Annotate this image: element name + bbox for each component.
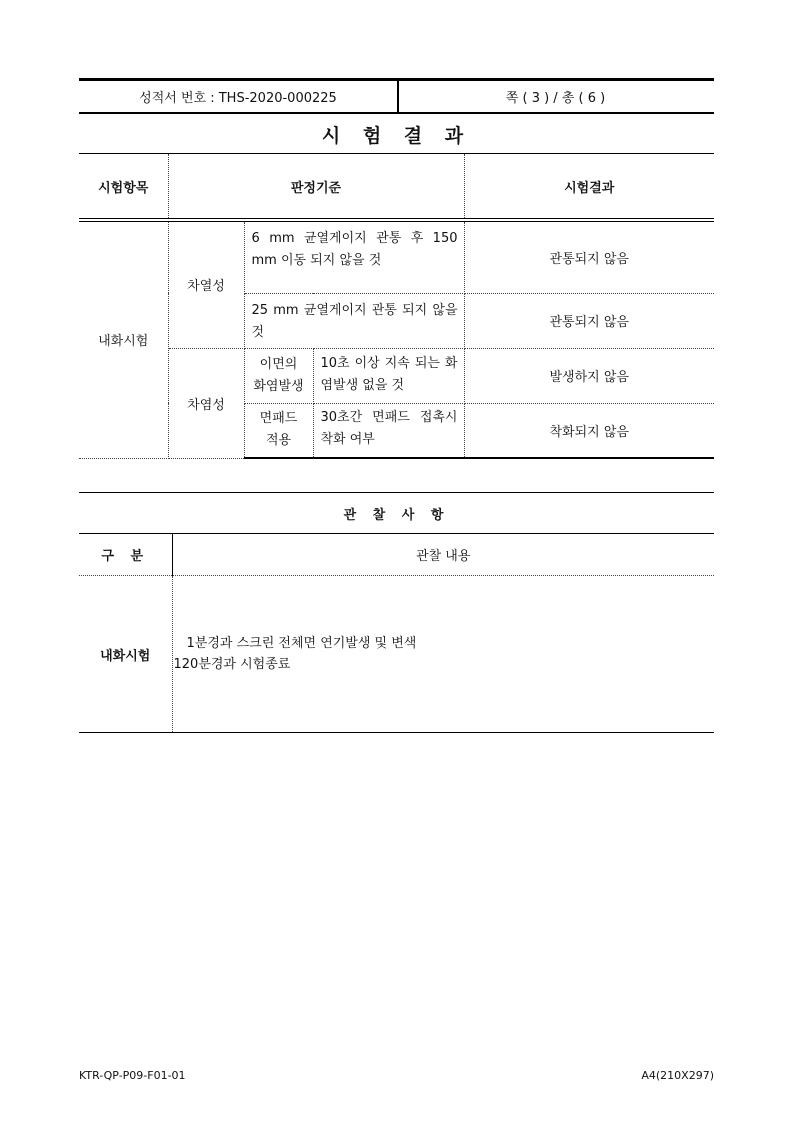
sub-criterion-cell: 이면의 화염발생 [244, 348, 313, 403]
table-row [79, 576, 714, 733]
form-code: KTR-QP-P09-F01-01 [79, 1069, 186, 1082]
criterion-cell: 30초간 면패드 접촉시 착화 여부 [313, 403, 464, 458]
paper-size: A4(210X297) [641, 1069, 714, 1082]
results-header-row [79, 154, 714, 220]
observation-line: 120분경과 시험종료 [173, 657, 291, 672]
header-result: 시험결과 [464, 154, 714, 220]
observation-content [172, 576, 714, 733]
result-cell: 발생하지 않음 [464, 348, 714, 403]
sub-criterion-cell: 면패드 적용 [244, 403, 313, 458]
observation-line: 1분경과 스크린 전체면 연기발생 및 변색 [173, 636, 417, 651]
group-heat-insulation: 차열성 [168, 220, 244, 348]
header-test-item: 시험항목 [79, 154, 168, 220]
criterion-cell: 10초 이상 지속 되는 화염발생 없을 것 [313, 348, 464, 403]
observations-table [79, 534, 714, 733]
criterion-cell: 6 mm 균열게이지 관통 후 150 mm 이동 되지 않을 것 [244, 220, 464, 293]
report-header [79, 78, 714, 114]
page-title: 시 험 결 과 [79, 116, 714, 154]
criterion-cell: 25 mm 균열게이지 관통 되지 않을 것 [244, 293, 464, 348]
group-flame-integrity: 차염성 [168, 348, 244, 458]
header-criteria: 판정기준 [168, 154, 464, 220]
observations-title: 관 찰 사 항 [79, 492, 714, 534]
observation-category: 내화시험 [79, 576, 172, 733]
table-row [79, 348, 714, 403]
page-info: 쪽 ( 3 ) / 총 ( 6 ) [505, 91, 606, 106]
results-table [79, 154, 714, 459]
header-content: 관찰 내용 [172, 534, 714, 576]
result-cell: 관통되지 않음 [464, 220, 714, 293]
table-row [79, 220, 714, 293]
report-number: 성적서 번호 : THS-2020-000225 [79, 81, 399, 112]
observations-header-row [79, 534, 714, 576]
result-cell: 관통되지 않음 [464, 293, 714, 348]
result-cell: 착화되지 않음 [464, 403, 714, 458]
test-item-cell: 내화시험 [79, 220, 168, 458]
header-category: 구 분 [79, 534, 172, 576]
